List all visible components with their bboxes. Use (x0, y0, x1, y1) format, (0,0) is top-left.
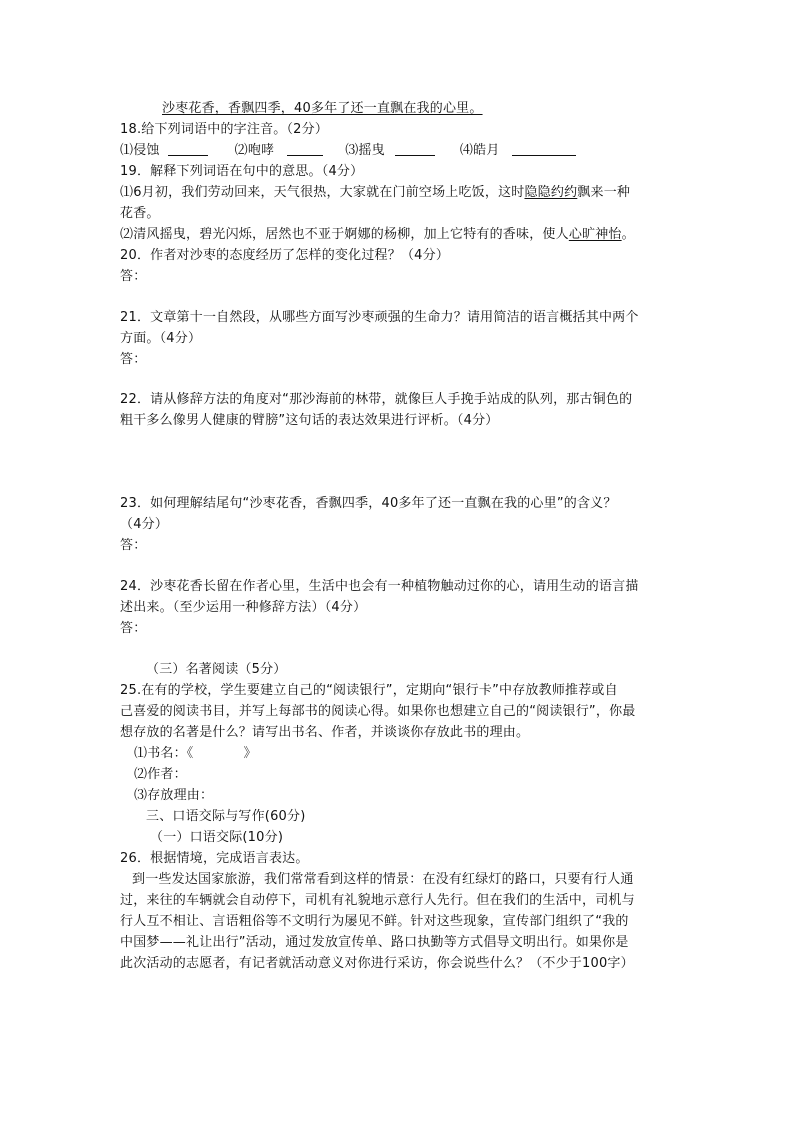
q19-sentence-1-cont: 花香。 (120, 206, 160, 221)
q25-reason[interactable]: ⑶存放理由： (134, 788, 214, 803)
q25-author[interactable]: ⑵作者： (134, 767, 187, 782)
question-19: 19．解释下列词语在句中的意思。（4分） (120, 164, 364, 179)
q19-s1-term: 隐隐约约 (524, 185, 578, 200)
question-18: 18.给下列词语中的字注音。（2分） (120, 122, 329, 137)
question-21: 21．文章第十一自然段，从哪些方面写沙枣顽强的生命力？请用简洁的语言概括其中两个 (120, 310, 639, 325)
q25-book-title[interactable] (134, 746, 257, 762)
q19-s2-text: ⑵清风摇曳，碧光闪烁，居然也不亚于婀娜的杨柳，加上它特有的香味，使人 (120, 227, 569, 242)
question-24: 24．沙枣花香长留在作者心里，生活中也会有一种植物触动过你的心，请用生动的语言描 (120, 579, 639, 594)
question-26: 26．根据情境，完成语言表达。 (120, 851, 309, 866)
q25-book-label: ⑴书名：《 (134, 746, 194, 761)
q18-item-1: ⑴侵蚀 (120, 143, 160, 158)
answer-21[interactable]: 答： (120, 352, 147, 367)
q19-sentence-1 (120, 185, 630, 201)
question-23: 23．如何理解结尾句“沙枣花香，香飘四季，40多年了还一直飘在我的心里”的含义？ (120, 496, 617, 511)
question-24-cont: 述出来。（至少运用一种修辞方法）（4分） (120, 600, 367, 615)
question-23-cont: （4分） (120, 517, 169, 532)
q18-blank-2[interactable] (287, 143, 323, 156)
q18-item-3: ⑶摇曳 (345, 143, 385, 158)
question-25: 25.在有的学校，学生要建立自己的“阅读银行”，定期向“银行卡”中存放教师推荐或自 (120, 683, 618, 698)
q26-paragraph-4: 中国梦——礼让出行”活动，通过发放宣传单、路口执勤等方式倡导文明出行。如果你是 (120, 935, 629, 950)
section-3-heading: （三）名著阅读（5分） (146, 662, 287, 677)
question-25-cont-1: 己喜爱的阅读书目，并写上每部书的阅读心得。如果你也想建立自己的“阅读银行”，你最 (120, 704, 636, 719)
q26-paragraph-3: 行人互不相让、言语粗俗等不文明行为屡见不鲜。针对这些现象，宣传部门组织了“我的 (120, 914, 629, 929)
question-21-cont: 方面。（4分） (120, 331, 202, 346)
quote-line: 沙枣花香，香飘四季，40多年了还一直飘在我的心里。 (162, 101, 483, 116)
q19-s2-term: 心旷神怡 (568, 227, 622, 242)
q26-paragraph-1: 到一些发达国家旅游，我们常常看到这样的情景：在没有红绿灯的路口，只要有行人通 (132, 872, 634, 887)
question-25-cont-2: 想存放的名著是什么？请写出书名、作者，并谈谈你存放此书的理由。 (120, 725, 530, 740)
part-3-section-1: （一）口语交际(10分) (150, 830, 284, 845)
q19-sentence-2 (120, 227, 635, 243)
question-22-cont: 粗干多么像男人健康的臂膀”这句话的表达效果进行评析。（4分） (120, 413, 499, 428)
answer-20[interactable]: 答： (120, 269, 147, 284)
q18-blank-1[interactable] (168, 143, 208, 156)
q19-s1-text: ⑴6月初，我们劳动回来，天气很热，大家就在门前空场上吃饭，这时 (120, 185, 525, 200)
q25-book-close: 》 (243, 746, 257, 761)
part-3-heading: 三、口语交际与写作(60分) (146, 809, 306, 824)
q19-s2-tail: 。 (621, 227, 635, 242)
answer-24[interactable]: 答： (120, 621, 147, 636)
q18-blank-3[interactable] (395, 143, 435, 156)
q26-paragraph-2: 过，来往的车辆就会自动停下，司机有礼貌地示意行人先行。但在我们的生活中，司机与 (120, 893, 635, 908)
q26-paragraph-5: 此次活动的志愿者，有记者就活动意义对你进行采访，你会说些什么？（不少于100字） (120, 956, 634, 971)
question-22: 22．请从修辞方法的角度对“那沙海前的林带，就像巨人手挽手站成的队列，那古铜色的 (120, 392, 633, 407)
q18-blank-4[interactable] (512, 143, 576, 156)
q18-item-4: ⑷皓月 (459, 143, 500, 158)
q19-s1-tail: 飘来一种 (577, 185, 631, 200)
answer-23[interactable]: 答： (120, 538, 147, 553)
q18-item-2: ⑵咆哮 (234, 143, 275, 158)
question-18-items (120, 143, 576, 159)
question-20: 20．作者对沙枣的态度经历了怎样的变化过程？（4分） (120, 248, 450, 263)
